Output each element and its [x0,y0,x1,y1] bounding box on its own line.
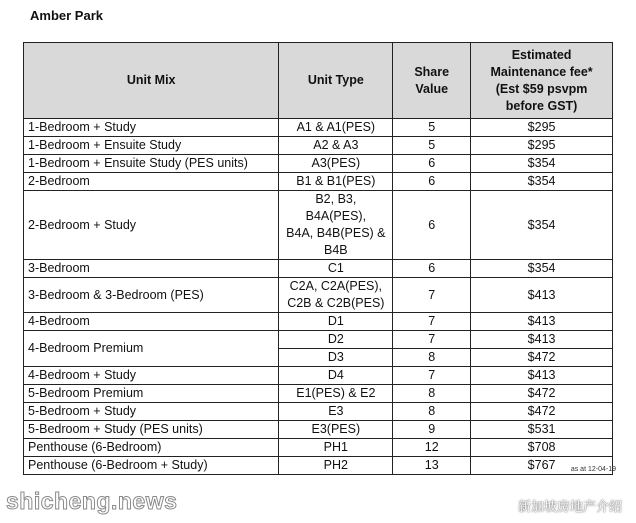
unit-type-cell [279,278,393,313]
unit-type-line: C2A, C2A(PES), [289,279,383,293]
header-fee-line3: (Est $59 psvpm [495,81,588,96]
unit-type-line: C2B & C2B(PES) [287,296,385,310]
header-row [24,43,613,119]
maintenance-fee-cell: $354 [471,260,613,278]
unit-type-cell [279,385,393,403]
header-maintenance-fee [471,43,613,119]
table-header [24,43,613,119]
unit-mix-cell: 1-Bedroom + Ensuite Study (PES units) [24,155,279,173]
unit-type-cell [279,119,393,137]
unit-type-cell [279,191,393,260]
unit-type-line: B4A, B4B(PES) & [286,226,386,240]
maintenance-fee-cell: $472 [471,349,613,367]
maintenance-fee-cell: $295 [471,137,613,155]
unit-type-cell [279,173,393,191]
share-value-cell: 6 [393,155,471,173]
unit-type-line: D3 [327,350,344,364]
unit-type-line: B2, B3, B4A(PES), [305,192,367,223]
watermark-right-text: 新加坡房地产介绍 [517,499,622,514]
unit-type-line: D2 [327,332,344,346]
unit-mix-cell: 4-Bedroom [24,313,279,331]
share-value-cell: 6 [393,260,471,278]
unit-type-line: A1 & A1(PES) [296,120,376,134]
unit-mix-cell: 4-Bedroom Premium [24,331,279,367]
unit-mix-cell: 1-Bedroom + Ensuite Study [24,137,279,155]
table-row [24,278,613,313]
unit-type-cell [279,403,393,421]
unit-type-line: E3 [328,404,344,418]
unit-mix-cell: 5-Bedroom + Study (PES units) [24,421,279,439]
table-row [24,173,613,191]
share-value-cell: 6 [393,191,471,260]
unit-type-line: E3(PES) [311,422,361,436]
unit-mix-cell: 5-Bedroom + Study [24,403,279,421]
header-unit-mix: Unit Mix [24,43,279,119]
page-title: Amber Park [30,8,103,23]
maintenance-fee-cell: $354 [471,155,613,173]
table-row [24,119,613,137]
share-value-cell: 8 [393,385,471,403]
table-row [24,367,613,385]
unit-type-line: A3(PES) [311,156,361,170]
table-row [24,439,613,457]
watermark-left: shicheng.news [6,488,178,514]
unit-type-line: E1(PES) & E2 [296,386,376,400]
unit-type-cell [279,260,393,278]
unit-type-cell [279,421,393,439]
unit-type-cell [279,367,393,385]
maintenance-fee-cell: $354 [471,191,613,260]
table-row [24,421,613,439]
share-value-cell: 7 [393,278,471,313]
maintenance-fee-cell: $295 [471,119,613,137]
header-fee-line2: Maintenance fee* [490,64,593,79]
header-fee-line1: Estimated [511,47,572,62]
unit-type-line: PH2 [323,458,348,472]
table-row [24,155,613,173]
maintenance-fee-cell: $472 [471,385,613,403]
unit-mix-cell: 2-Bedroom + Study [24,191,279,260]
unit-mix-cell: Penthouse (6-Bedroom) [24,439,279,457]
as-at-date: as at 12-04-19 [570,466,616,473]
unit-mix-cell: 2-Bedroom [24,173,279,191]
share-value-cell: 5 [393,137,471,155]
share-value-cell: 7 [393,331,471,349]
table-row [24,191,613,260]
unit-mix-cell: 3-Bedroom [24,260,279,278]
header-fee-line4: before GST) [505,98,578,113]
header-share-value [393,43,471,119]
unit-type-line: B4B [324,243,348,257]
maintenance-fee-cell: $767 [471,457,613,475]
unit-type-cell [279,349,393,367]
unit-mix-cell: 3-Bedroom & 3-Bedroom (PES) [24,278,279,313]
table-row [24,457,613,475]
unit-mix-cell: 1-Bedroom + Study [24,119,279,137]
unit-type-cell [279,313,393,331]
unit-type-line: D4 [327,368,344,382]
header-unit-type: Unit Type [279,43,393,119]
maintenance-fee-table [23,42,613,475]
unit-type-cell [279,457,393,475]
unit-mix-cell: 4-Bedroom + Study [24,367,279,385]
unit-mix-cell: Penthouse (6-Bedroom + Study) [24,457,279,475]
header-share-line1: Share [414,64,450,79]
share-value-cell: 8 [393,403,471,421]
table-row [24,137,613,155]
share-value-cell: 9 [393,421,471,439]
unit-mix-cell: 5-Bedroom Premium [24,385,279,403]
maintenance-fee-cell: $413 [471,367,613,385]
table-row [24,313,613,331]
share-value-cell: 8 [393,349,471,367]
unit-type-line: A2 & A3 [313,138,359,152]
table-row [24,385,613,403]
share-value-cell: 6 [393,173,471,191]
table-body [24,119,613,475]
unit-type-line: PH1 [323,440,348,454]
table-row [24,260,613,278]
unit-type-line: B1 & B1(PES) [296,174,376,188]
share-value-cell: 7 [393,367,471,385]
share-value-cell: 7 [393,313,471,331]
maintenance-fee-cell: $472 [471,403,613,421]
unit-type-cell [279,155,393,173]
maintenance-fee-cell: $413 [471,313,613,331]
unit-type-cell [279,331,393,349]
unit-type-cell [279,439,393,457]
unit-type-line: C1 [327,261,344,275]
maintenance-fee-cell: $413 [471,278,613,313]
share-value-cell: 12 [393,439,471,457]
wechat-icon [494,499,512,513]
share-value-cell: 13 [393,457,471,475]
unit-type-line: D1 [327,314,344,328]
share-value-cell: 5 [393,119,471,137]
table-row [24,403,613,421]
maintenance-fee-cell: $413 [471,331,613,349]
unit-type-cell [279,137,393,155]
header-share-line2: Value [415,81,449,96]
watermark-right [494,496,622,515]
maintenance-fee-cell: $354 [471,173,613,191]
maintenance-fee-cell: $708 [471,439,613,457]
table-row [24,331,613,349]
maintenance-fee-cell: $531 [471,421,613,439]
